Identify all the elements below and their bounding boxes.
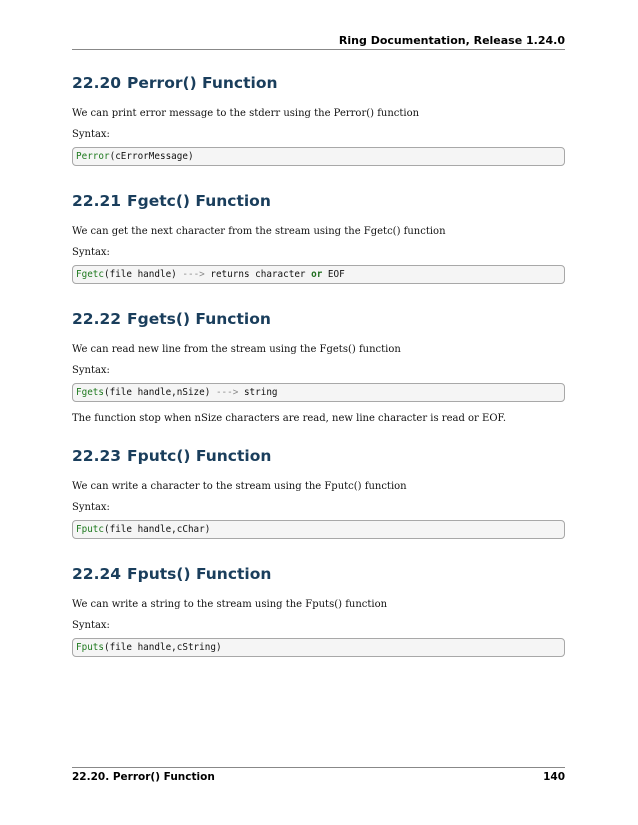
header-divider bbox=[72, 49, 565, 50]
section-heading bbox=[72, 191, 565, 211]
code-args: (file handle,cString) bbox=[104, 642, 222, 653]
footer-divider bbox=[72, 767, 565, 768]
section-title: Fputc() Function bbox=[127, 447, 272, 465]
section-heading bbox=[72, 564, 565, 584]
code-function-name: Perror bbox=[76, 151, 110, 162]
section-title: Perror() Function bbox=[127, 74, 278, 92]
section-description: We can write a character to the stream using the Fputc() function bbox=[72, 481, 407, 492]
section-heading bbox=[72, 73, 565, 93]
syntax-label: Syntax: bbox=[72, 502, 110, 513]
section-number: 22.22 bbox=[72, 310, 122, 328]
code-arrow: ---> bbox=[182, 269, 205, 280]
section-number: 22.23 bbox=[72, 447, 122, 465]
code-block bbox=[72, 265, 565, 284]
code-block bbox=[72, 147, 565, 166]
code-tail: string bbox=[238, 387, 278, 398]
section-title: Fgets() Function bbox=[127, 310, 271, 328]
code-block bbox=[72, 383, 565, 402]
section-number: 22.24 bbox=[72, 565, 122, 583]
section-fputs bbox=[72, 564, 565, 657]
code-keyword: or bbox=[311, 269, 323, 280]
running-header: Ring Documentation, Release 1.24.0 bbox=[338, 34, 565, 47]
code-function-name: Fgets bbox=[76, 387, 104, 398]
section-description: We can get the next character from the stream using the Fgetc() function bbox=[72, 226, 446, 237]
page-number: 140 bbox=[543, 771, 565, 783]
section-fgetc bbox=[72, 191, 565, 284]
code-block bbox=[72, 520, 565, 539]
code-arrow: ---> bbox=[215, 387, 239, 398]
section-note: The function stop when nSize characters are read, new line character is read or EOF. bbox=[72, 413, 507, 424]
section-number: 22.20 bbox=[72, 74, 122, 92]
footer-section-title: 22.20. Perror() Function bbox=[72, 771, 215, 783]
syntax-label: Syntax: bbox=[72, 620, 110, 631]
code-function-name: Fgetc bbox=[76, 269, 104, 280]
syntax-label: Syntax: bbox=[72, 365, 110, 376]
code-args: (file handle) bbox=[104, 269, 183, 280]
code-function-name: Fputc bbox=[76, 524, 104, 535]
code-args: (cErrorMessage) bbox=[109, 151, 194, 162]
code-args: (file handle,nSize) bbox=[104, 387, 216, 398]
section-number: 22.21 bbox=[72, 192, 122, 210]
code-args: (file handle,cChar) bbox=[104, 524, 211, 535]
code-block bbox=[72, 638, 565, 657]
section-description: We can write a string to the stream using the Fputs() function bbox=[72, 599, 388, 610]
section-description: We can read new line from the stream using the Fgets() function bbox=[72, 344, 401, 355]
section-description: We can print error message to the stderr using the Perror() function bbox=[72, 108, 420, 119]
section-heading bbox=[72, 446, 565, 466]
section-fgets bbox=[72, 309, 565, 426]
code-tail: EOF bbox=[322, 269, 345, 280]
code-function-name: Fputs bbox=[76, 642, 104, 653]
section-heading bbox=[72, 309, 565, 329]
section-fputc bbox=[72, 446, 565, 539]
code-return-text: returns character bbox=[204, 269, 312, 280]
syntax-label: Syntax: bbox=[72, 129, 110, 140]
syntax-label: Syntax: bbox=[72, 247, 110, 258]
section-title: Fgetc() Function bbox=[127, 192, 271, 210]
section-title: Fputs() Function bbox=[127, 565, 272, 583]
section-perror bbox=[72, 73, 565, 166]
